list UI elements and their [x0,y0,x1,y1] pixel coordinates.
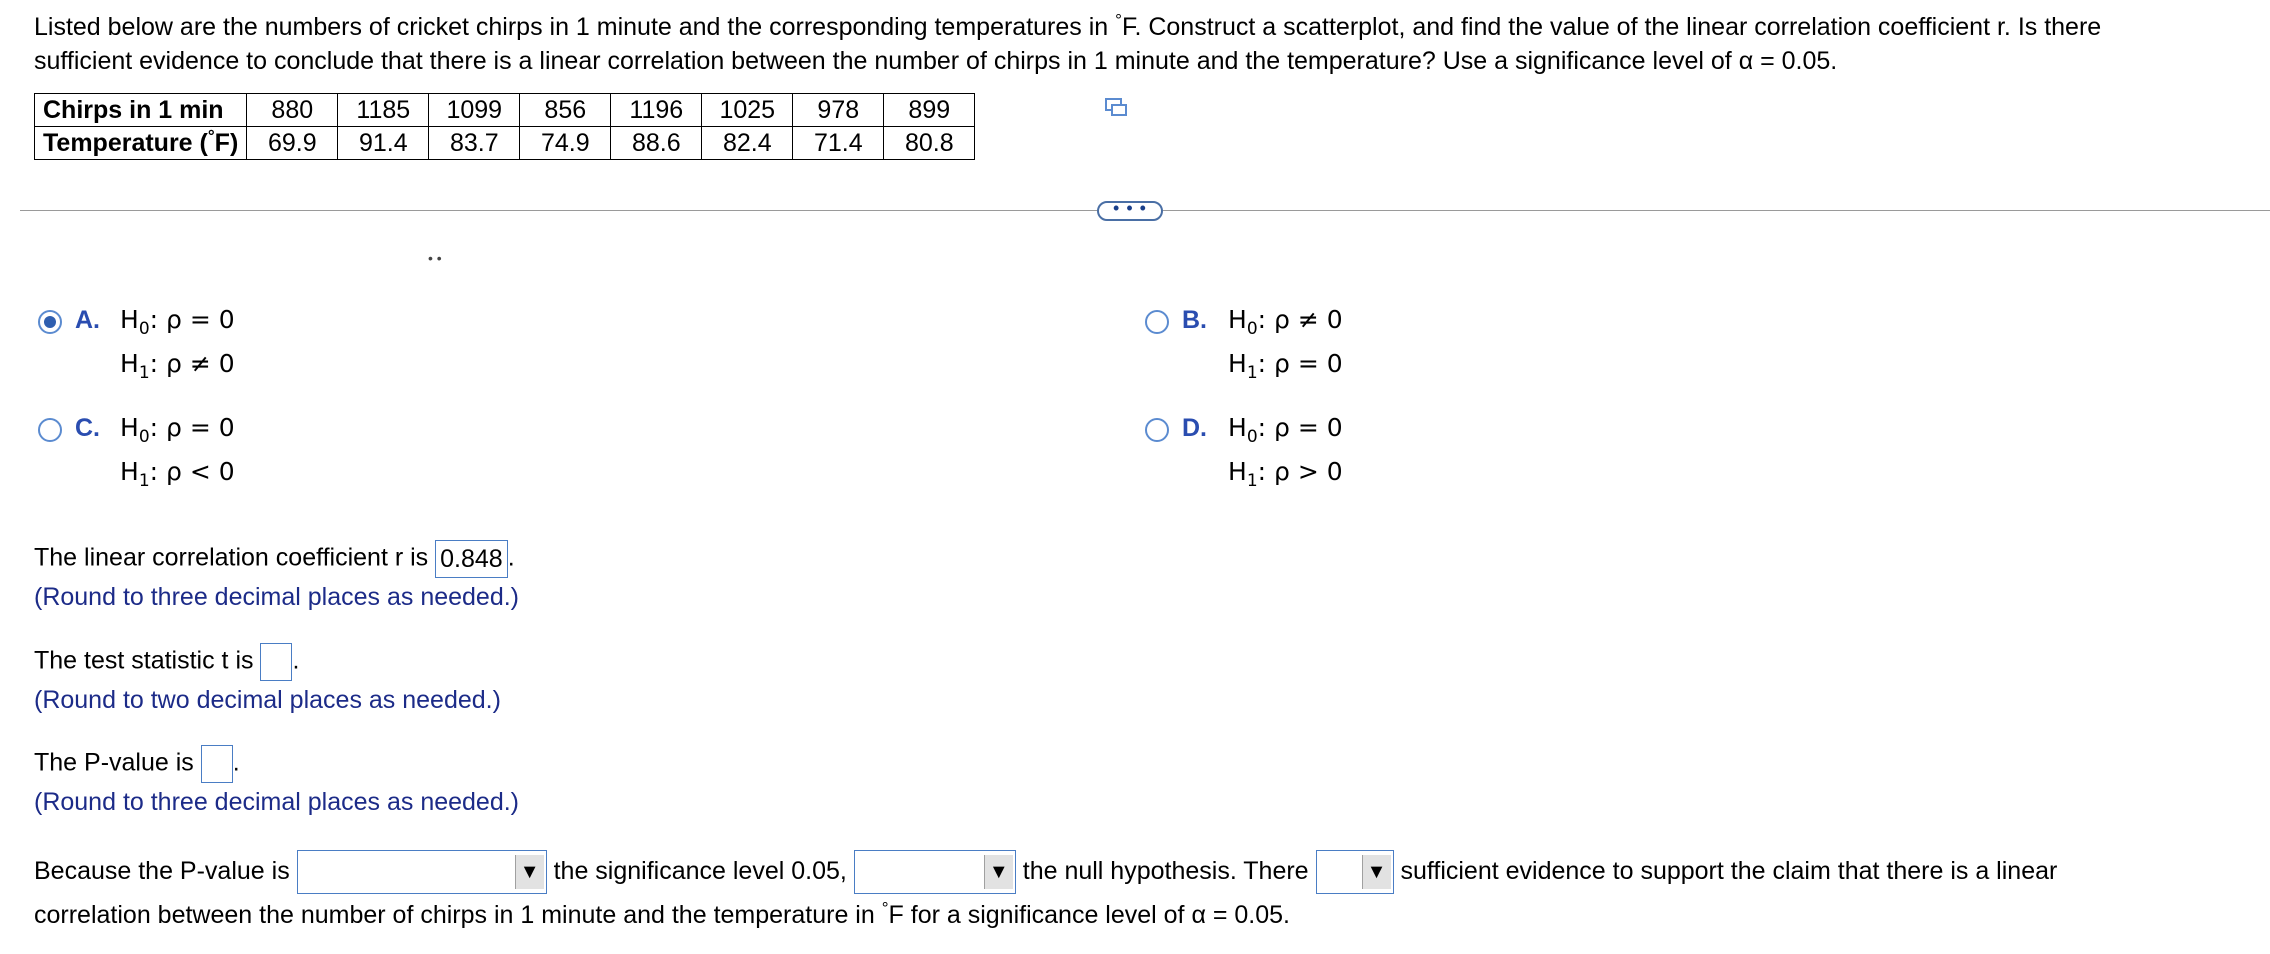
r-answer-box[interactable]: 0.848 [435,540,508,578]
cutoff-text: • • [428,250,442,266]
h-subscript: 1 [1246,471,1258,491]
colon: : [149,305,159,334]
option-d-h1 [1228,457,1343,491]
colon: : [1257,349,1267,378]
option-c-h0 [120,413,235,447]
conclusion-text-5: correlation between the number of chirps in 1 minute and the temperature in [34,901,882,930]
question-line1-cont: F. Construct a scatterplot, and find the value of the linear correlation coefficient r. Is there [1121,13,2102,41]
conclusion-text-3: the null hypothesis. There [1015,857,1316,885]
alt-hypothesis: ρ < 0 [166,457,235,486]
option-b-h1 [1228,349,1343,383]
option-c-letter: C. [75,414,100,442]
h-symbol: H [120,413,139,442]
degree-symbol: ° [1115,10,1122,30]
option-c-h1 [120,457,235,491]
temp-cell: 83.7 [429,127,520,160]
dropdown-arrow-icon[interactable]: ▼ [1362,855,1391,889]
table-row-chirps [35,94,975,127]
t-answer-box[interactable] [260,643,292,681]
h-subscript: 1 [138,363,150,383]
chirps-cell: 1099 [429,94,520,127]
r-round-hint: (Round to three decimal places as needed.) [34,583,520,611]
h-subscript: 0 [138,427,150,447]
null-hypothesis: ρ ≠ 0 [1274,305,1343,334]
question-line1: Listed below are the numbers of cricket chirps in 1 minute and the corresponding temperatures in [34,13,1116,41]
conclusion-sentence [34,850,2234,937]
null-hypothesis: ρ = 0 [1274,413,1343,442]
expand-more-button[interactable]: • • • [1097,201,1163,221]
option-b-h0 [1228,305,1343,339]
r-question [34,540,515,578]
h-symbol: H [1228,349,1247,378]
option-b-letter: B. [1182,306,1207,334]
question-text [34,10,2234,78]
question-line2: sufficient evidence to conclude that there is a linear correlation between the number of chirps in 1 minute and the temperature? Use a significance level of α = 0.05. [34,47,1838,75]
chirps-cell: 1025 [702,94,793,127]
option-a-letter: A. [75,306,100,334]
temp-cell: 91.4 [338,127,429,160]
option-b-radio[interactable] [1145,310,1169,334]
h-symbol: H [1228,305,1247,334]
temp-cell: 69.9 [247,127,338,160]
copy-data-icon[interactable] [1104,96,1128,120]
option-d-h0 [1228,413,1343,447]
data-table [34,93,975,160]
temp-label-text: Temperature ( [43,128,208,157]
t-question [34,643,299,681]
degree-symbol: ° [207,126,215,146]
h-symbol: H [120,305,139,334]
chirps-cell: 1185 [338,94,429,127]
colon: : [1257,413,1267,442]
h-symbol: H [1228,457,1247,486]
chirps-cell: 880 [247,94,338,127]
period: . [507,543,515,572]
dropdown-arrow-icon[interactable]: ▼ [515,855,544,889]
period: . [232,748,240,777]
dropdown-arrow-icon[interactable]: ▼ [984,855,1013,889]
conclusion-text-2: the significance level 0.05, [546,857,854,885]
h-subscript: 1 [1246,363,1258,383]
conclusion-text-4: sufficient evidence to support the claim that there is a linear [1393,857,2058,885]
colon: : [149,349,159,378]
degree-symbol: ° [881,899,889,919]
option-d-radio[interactable] [1145,418,1169,442]
colon: : [149,413,159,442]
colon: : [1257,305,1267,334]
colon: : [149,457,159,486]
temp-cell: 88.6 [611,127,702,160]
decision-dropdown[interactable] [854,850,1016,894]
table-row-temperature [35,127,975,160]
null-hypothesis: ρ = 0 [166,413,235,442]
temp-cell: 71.4 [793,127,884,160]
alt-hypothesis: ρ = 0 [1274,349,1343,378]
conclusion-text-1: Because the P-value is [34,857,297,885]
colon: : [1257,457,1267,486]
h-subscript: 1 [138,471,150,491]
p-question [34,745,240,783]
h-subscript: 0 [1246,427,1258,447]
chirps-cell: 856 [520,94,611,127]
row-label-chirps: Chirps in 1 min [35,94,247,127]
h-subscript: 0 [1246,319,1258,339]
alt-hypothesis: ρ ≠ 0 [166,349,235,378]
p-answer-box[interactable] [201,745,233,783]
temp-cell: 82.4 [702,127,793,160]
t-round-hint: (Round to two decimal places as needed.) [34,686,501,714]
r-question-text: The linear correlation coefficient r is [34,543,436,572]
chirps-cell: 978 [793,94,884,127]
option-a-radio[interactable] [38,310,62,334]
temp-label-unit: F) [214,128,239,157]
conclusion-text-6: F for a significance level of α = 0.05. [888,901,1290,930]
comparison-dropdown[interactable] [297,850,547,894]
period: . [292,646,300,675]
null-hypothesis: ρ = 0 [166,305,235,334]
h-subscript: 0 [138,319,150,339]
evidence-dropdown[interactable] [1316,850,1394,894]
row-label-temperature [35,127,247,160]
p-question-text: The P-value is [34,748,201,777]
alt-hypothesis: ρ > 0 [1274,457,1343,486]
chirps-cell: 1196 [611,94,702,127]
t-question-text: The test statistic t is [34,646,261,675]
option-c-radio[interactable] [38,418,62,442]
temp-cell: 80.8 [884,127,975,160]
option-a-h1 [120,349,235,383]
p-round-hint: (Round to three decimal places as needed.) [34,788,520,816]
h-symbol: H [120,349,139,378]
option-a-h0 [120,305,235,339]
option-d-letter: D. [1182,414,1207,442]
chirps-cell: 899 [884,94,975,127]
temp-cell: 74.9 [520,127,611,160]
h-symbol: H [120,457,139,486]
h-symbol: H [1228,413,1247,442]
